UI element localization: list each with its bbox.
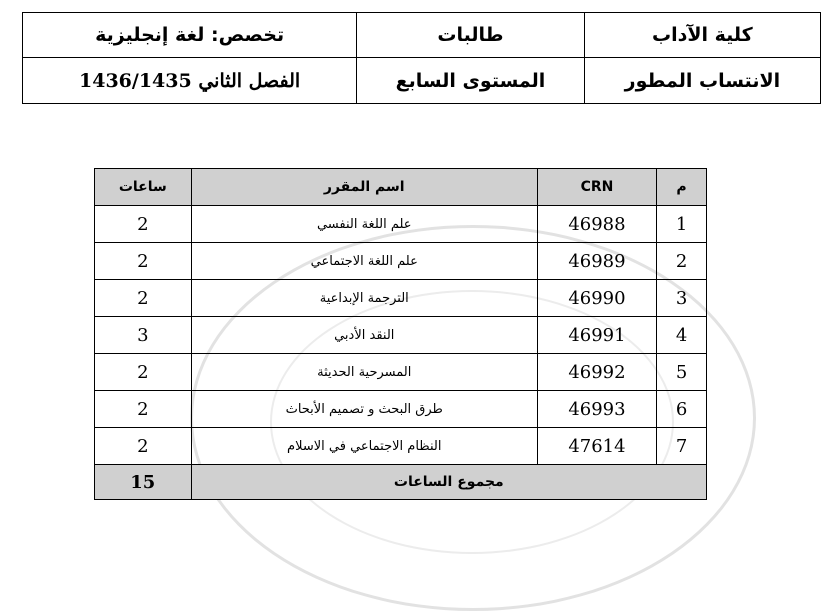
course-name: النظام الاجتماعي في الاسلام	[191, 428, 537, 465]
academic-year: 1436/1435	[79, 69, 192, 92]
col-index-header: م	[657, 169, 707, 206]
course-index: 3	[657, 280, 707, 317]
course-hours: 2	[95, 391, 192, 428]
course-hours: 2	[95, 280, 192, 317]
table-row	[95, 206, 707, 243]
course-hours: 2	[95, 354, 192, 391]
course-hours: 3	[95, 317, 192, 354]
course-crn: 46992	[537, 354, 656, 391]
course-hours: 2	[95, 206, 192, 243]
table-row	[95, 428, 707, 465]
col-hours-header: ساعات	[95, 169, 192, 206]
course-name: النقد الأدبي	[191, 317, 537, 354]
course-name: الترجمة الإبداعية	[191, 280, 537, 317]
course-name: طرق البحث و تصميم الأبحاث	[191, 391, 537, 428]
col-name-header: اسم المقرر	[191, 169, 537, 206]
course-index: 7	[657, 428, 707, 465]
group-cell: طالبات	[357, 13, 585, 58]
table-row	[95, 391, 707, 428]
total-label: مجموع الساعات	[191, 465, 706, 500]
course-index: 6	[657, 391, 707, 428]
course-name: علم اللغة النفسي	[191, 206, 537, 243]
course-hours: 2	[95, 428, 192, 465]
college-cell: كلية الآداب	[584, 13, 820, 58]
course-index: 1	[657, 206, 707, 243]
term-label: الفصل الثاني	[198, 69, 301, 92]
course-name: المسرحية الحديثة	[191, 354, 537, 391]
course-index: 2	[657, 243, 707, 280]
course-crn: 46990	[537, 280, 656, 317]
total-hours: 15	[95, 465, 192, 500]
level-cell: المستوى السابع	[357, 58, 585, 104]
table-row	[95, 354, 707, 391]
courses-table	[94, 168, 707, 500]
col-crn-header: CRN	[537, 169, 656, 206]
header-row	[23, 58, 821, 104]
header-row	[23, 13, 821, 58]
course-crn: 47614	[537, 428, 656, 465]
program-cell: الانتساب المطور	[584, 58, 820, 104]
term-cell	[23, 58, 357, 104]
total-row	[95, 465, 707, 500]
course-index: 5	[657, 354, 707, 391]
table-row	[95, 280, 707, 317]
courses-header-row	[95, 169, 707, 206]
table-row	[95, 317, 707, 354]
course-index: 4	[657, 317, 707, 354]
course-crn: 46991	[537, 317, 656, 354]
course-crn: 46988	[537, 206, 656, 243]
course-crn: 46993	[537, 391, 656, 428]
header-table	[22, 12, 821, 104]
course-hours: 2	[95, 243, 192, 280]
course-name: علم اللغة الاجتماعي	[191, 243, 537, 280]
table-row	[95, 243, 707, 280]
major-cell: تخصص: لغة إنجليزية	[23, 13, 357, 58]
course-crn: 46989	[537, 243, 656, 280]
